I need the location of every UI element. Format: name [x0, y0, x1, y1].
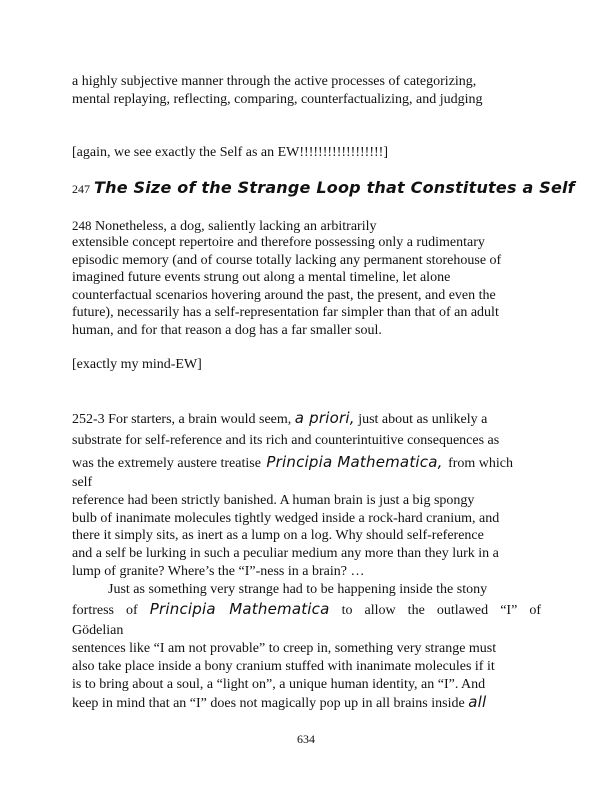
- text-line: episodic memory (and of course totally lacking any permanent storehouse of: [72, 253, 502, 268]
- text-line: is to bring about a soul, a “light on”, a unique human identity, an “I”. And: [72, 677, 486, 692]
- text-span: 252-3 For starters, a brain would seem,: [72, 412, 292, 427]
- text-line: there it simply sits, as inert as a lump on a log. Why should self-reference: [72, 528, 484, 543]
- text-line: substrate for self-reference and its rich and counterintuitive consequences as: [72, 433, 500, 448]
- text-span: Nonetheless, a dog, saliently lacking an arbitrarily: [95, 219, 377, 234]
- text-line: [72, 694, 486, 712]
- text-line: also take place inside a bony cranium stuffed with inanimate molecules if it: [72, 659, 495, 674]
- section-number: 247: [72, 182, 90, 196]
- text-span: to allow the outlawed “I” of: [341, 603, 542, 618]
- text-line: imagined future events strung out along a mental timeline, let alone: [72, 270, 451, 285]
- text-line: [72, 601, 541, 619]
- text-line: and a self be lurking in such a peculiar medium any more than they lurk in a: [72, 546, 499, 561]
- text-span: keep in mind that an “I” does not magically pop up in all brains inside: [72, 696, 465, 711]
- section-heading: [72, 178, 575, 198]
- text-line: extensible concept repertoire and therefore possessing only a rudimentary: [72, 235, 485, 250]
- text-line: bulb of inanimate molecules tightly wedged inside a rock-hard cranium, and: [72, 511, 500, 526]
- italic-phrase: a priori,: [294, 409, 355, 427]
- text-line: mental replaying, reflecting, comparing, counterfactualizing, and judging: [72, 92, 483, 107]
- editor-note: [again, we see exactly the Self as an EW!!!!!!!!!!!!!!!!!!]: [72, 145, 388, 160]
- text-line: future), necessarily has a self-representation far simpler than that of an adult: [72, 305, 499, 320]
- text-span: was the extremely austere treatise: [72, 456, 261, 471]
- text-line: human, and for that reason a dog has a far smaller soul.: [72, 323, 382, 338]
- text-line: sentences like “I am not provable” to creep in, something very strange must: [72, 641, 497, 656]
- italic-phrase: Principia Mathematica,: [266, 453, 443, 471]
- text-line: a highly subjective manner through the active processes of categorizing,: [72, 74, 477, 89]
- text-line: [72, 454, 513, 472]
- text-span: from which: [448, 456, 514, 471]
- page-number: 634: [297, 732, 315, 746]
- text-span: just about as unlikely a: [358, 412, 488, 427]
- text-line: reference had been strictly banished. A human brain is just a big spongy: [72, 493, 475, 508]
- text-line: [72, 410, 487, 428]
- paragraph-number: 248: [72, 218, 92, 233]
- text-line: [72, 217, 376, 235]
- editor-note: [exactly my mind-EW]: [72, 357, 202, 372]
- italic-phrase: Principia Mathematica: [149, 600, 330, 618]
- text-span: fortress of: [72, 603, 138, 618]
- italic-phrase: all: [468, 693, 487, 711]
- text-line: self: [72, 475, 93, 490]
- text-line: lump of granite? Where’s the “I”-ness in a brain? …: [72, 564, 365, 579]
- text-line: counterfactual scenarios hovering around the past, the present, and even the: [72, 288, 496, 303]
- section-title: The Size of the Strange Loop that Constitutes a Self: [94, 178, 575, 197]
- text-line: Just as something very strange had to be happening inside the stony: [108, 582, 488, 597]
- text-line: Gödelian: [72, 623, 124, 638]
